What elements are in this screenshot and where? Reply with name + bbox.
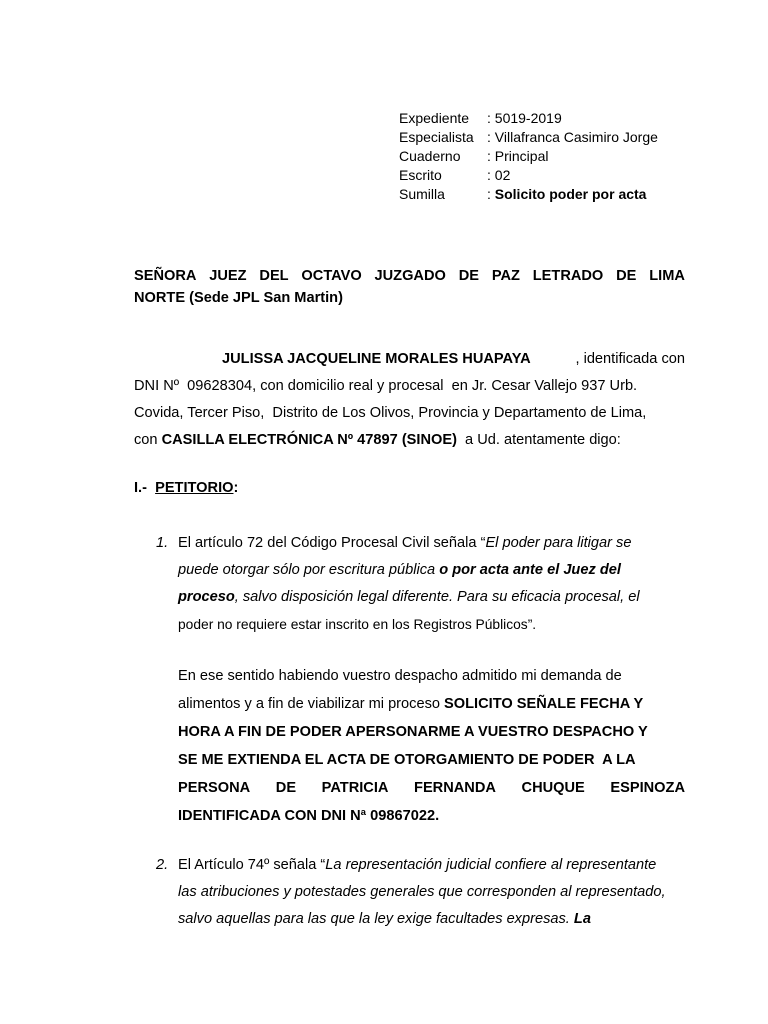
addressee-line-2: NORTE (Sede JPL San Martin) xyxy=(134,290,343,306)
para2-line-6 xyxy=(178,802,685,830)
case-info-row-especialista xyxy=(399,128,658,147)
intro-line-1 xyxy=(134,346,685,373)
addressee-word: JUZGADO xyxy=(374,268,446,284)
item2-line-2 xyxy=(178,879,685,906)
para2-line-2-bold: SOLICITO SEÑALE FECHA Y xyxy=(444,696,644,712)
item2-line-1 xyxy=(178,852,685,879)
addressee-word: DE xyxy=(458,268,479,284)
addressee-word: JUEZ xyxy=(209,268,247,284)
item2-line-3 xyxy=(178,906,685,933)
addressee-word: DEL xyxy=(259,268,289,284)
casilla-electronica: CASILLA ELECTRÓNICA Nº 47897 (SINOE) xyxy=(161,432,457,448)
case-info-row-cuaderno xyxy=(399,147,658,166)
item1-line-4 xyxy=(178,611,685,638)
case-info-row-expediente xyxy=(399,109,658,128)
addressee-word: DE xyxy=(616,268,637,284)
item1-line-4-text: poder no requiere estar inscrito en los Registros Públicos”. xyxy=(178,617,537,632)
petitioner-name: JULISSA JACQUELINE MORALES HUAPAYA xyxy=(222,351,531,367)
addressee-heading xyxy=(134,265,685,309)
item1-line-2-bold: o por acta ante el Juez del xyxy=(439,562,621,578)
para2-word: DE xyxy=(275,780,297,796)
item2-line-3-quote: salvo aquellas para las que la ley exige facultades expresas. xyxy=(178,911,574,927)
case-info-label: Sumilla xyxy=(399,186,445,202)
item1-line-1-quote: El poder para litigar se xyxy=(485,535,632,551)
intro-line-4 xyxy=(134,427,685,454)
case-info-value-prefix xyxy=(487,185,646,204)
case-info-label: Especialista xyxy=(399,129,474,145)
case-info-label: Expediente xyxy=(399,110,470,126)
para2-line-4-text: SE ME EXTIENDA EL ACTA DE OTORGAMIENTO DE PODER A LA xyxy=(178,752,636,768)
list-item-body xyxy=(178,530,685,638)
para2-word: PERSONA xyxy=(178,780,251,796)
intro-line-2-text: DNI Nº 09628304, con domicilio real y procesal en Jr. Cesar Vallejo 937 Urb. xyxy=(134,378,638,394)
para2-word: PATRICIA xyxy=(321,780,389,796)
intro-line-3 xyxy=(134,400,685,427)
para2-line-2-plain: alimentos y a fin de viabilizar mi proceso xyxy=(178,696,445,712)
addressee-line-1 xyxy=(134,265,685,287)
intro-line-3-text: Covida, Tercer Piso, Distrito de Los Olivos, Provincia y Departamento de Lima, xyxy=(134,405,647,421)
item2-line-2-quote: las atribuciones y potestades generales que corresponden al representado, xyxy=(178,884,666,900)
para2-line-1 xyxy=(178,662,685,690)
list-item-number: 1. xyxy=(156,535,169,551)
intro-line-2 xyxy=(134,373,685,400)
request-paragraph xyxy=(178,662,685,830)
para2-line-3 xyxy=(178,718,685,746)
addressee-word: LETRADO xyxy=(532,268,604,284)
case-info-value: : Villafranca Casimiro Jorge xyxy=(487,129,658,145)
section-heading-petitorio xyxy=(134,480,238,496)
sumilla-prefix: : xyxy=(487,186,495,202)
para2-word: CHUQUE xyxy=(521,780,585,796)
list-item-body xyxy=(178,852,685,933)
para2-word: FERNANDA xyxy=(414,780,496,796)
item1-line-2 xyxy=(178,557,685,584)
para2-line-2 xyxy=(178,690,685,718)
section-number: I.- xyxy=(134,480,156,496)
item1-line-1-plain: El artículo 72 del Código Procesal Civil señala “ xyxy=(178,535,486,551)
addressee-word: LIMA xyxy=(649,268,685,284)
intro-after-name: , identificada con xyxy=(575,351,685,367)
case-info-row-escrito xyxy=(399,166,658,185)
para2-word: ESPINOZA xyxy=(610,780,685,796)
para2-line-6-text: IDENTIFICADA CON DNI Nª 09867022. xyxy=(178,808,440,824)
case-info-row-sumilla xyxy=(399,185,658,204)
case-info-block xyxy=(399,109,658,204)
addressee-word: OCTAVO xyxy=(301,268,362,284)
list-item-number: 2. xyxy=(156,857,169,873)
intro-line-4-prefix: con xyxy=(134,432,162,448)
section-colon: : xyxy=(233,480,239,496)
case-info-value: : 5019-2019 xyxy=(487,110,562,126)
item1-line-3-quote: , salvo disposición legal diferente. Para su eficacia procesal, el xyxy=(234,589,640,605)
list-item-2 xyxy=(156,852,685,933)
intro-line-4-suffix: a Ud. atentamente digo: xyxy=(456,432,621,448)
para2-line-4 xyxy=(178,746,685,774)
item1-line-3 xyxy=(178,584,685,611)
item2-line-1-plain: El Artículo 74º señala “ xyxy=(178,857,326,873)
case-info-value: : Principal xyxy=(487,148,549,164)
case-info-label: Escrito xyxy=(399,167,442,183)
list-item-1 xyxy=(156,530,685,638)
item1-line-3-bold: proceso xyxy=(178,589,235,605)
item2-line-1-quote: La representación judicial confiere al representante xyxy=(325,857,657,873)
sumilla-value: Solicito poder por acta xyxy=(494,186,647,202)
section-title: PETITORIO xyxy=(155,480,234,496)
item2-line-3-bold: La xyxy=(573,911,591,927)
addressee-word: SEÑORA xyxy=(134,268,197,284)
intro-paragraph xyxy=(134,346,685,454)
addressee-word: PAZ xyxy=(491,268,520,284)
case-info-value: : 02 xyxy=(487,167,511,183)
para2-line-5 xyxy=(178,774,685,802)
item1-line-2-quote: puede otorgar sólo por escritura pública xyxy=(178,562,440,578)
case-info-label: Cuaderno xyxy=(399,148,461,164)
para2-line-1-text: En ese sentido habiendo vuestro despacho admitido mi demanda de xyxy=(178,668,622,684)
item1-line-1 xyxy=(178,530,685,557)
para2-line-3-text: HORA A FIN DE PODER APERSONARME A VUESTRO DESPACHO Y xyxy=(178,724,648,740)
